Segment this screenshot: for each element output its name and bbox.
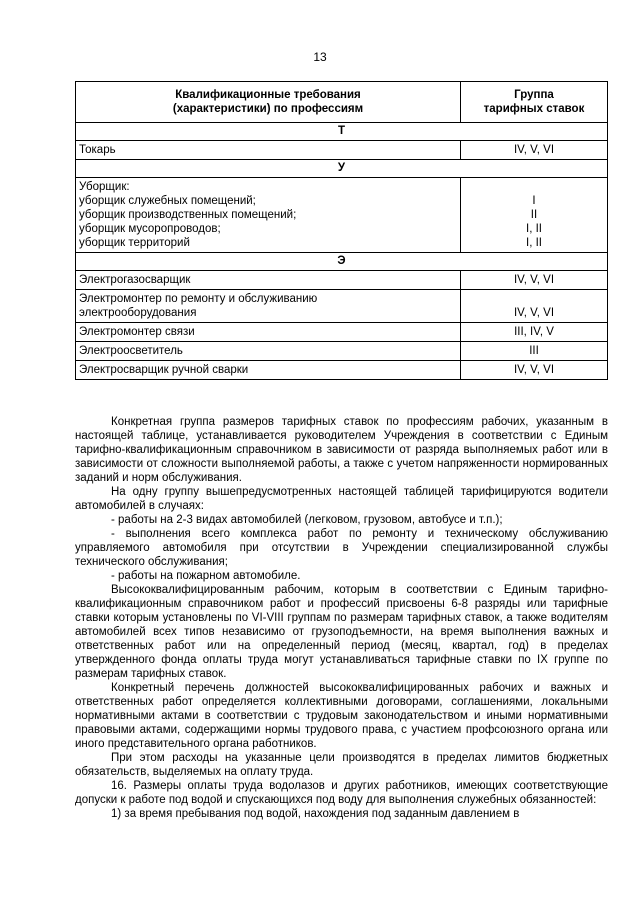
tariff-group: IV, V, VI [461, 141, 608, 160]
section-letter-row [76, 123, 608, 141]
table-row [76, 323, 608, 342]
profession-name: Электроосветитель [76, 342, 461, 361]
table-row [76, 271, 608, 290]
header-tariff-group: Группа тарифных ставок [461, 82, 608, 123]
section-letter: У [76, 160, 608, 178]
table-header-row [76, 82, 608, 123]
body-text [75, 415, 608, 821]
profession-name: Электромонтер по ремонту и обслуживанию электрооборудования [76, 290, 461, 323]
section-letter-row [76, 253, 608, 271]
paragraph: При этом расходы на указанные цели производятся в пределах лимитов бюджетных обязательств, выделяемых на оплату труда. [75, 752, 608, 778]
paragraph: На одну группу вышепредусмотренных настоящей таблицей тарифицируются водители автомобилей в случаях: [75, 486, 608, 512]
profession-name: Токарь [76, 141, 461, 160]
table-row [76, 178, 608, 253]
paragraph: - выполнения всего комплекса работ по ремонту и техническому обслуживанию управляемого автомобиля при отсутствии в Учреждении специализированной службы технического обслуживания; [75, 528, 608, 568]
tariff-group: IV, V, VI [461, 271, 608, 290]
table-row [76, 141, 608, 160]
paragraph: - работы на пожарном автомобиле. [111, 570, 301, 582]
paragraph: 16. Размеры оплаты труда водолазов и других работников, имеющих соответствующие допуски к работе под водой и спускающихся под воду для выполнения служебных обязанностей: [75, 780, 608, 806]
tariff-group: III, IV, V [461, 323, 608, 342]
paragraph: Высококвалифицированным рабочим, которым в соответствии с Единым тарифно-квалификационным справочником работ и профессий присвоены 6-8 разряды или тарифные ставки которым установлены по VI-VIII группам по размерам тарифных ставок, а также водителям автомобилей всех типов независимо от грузоподъемности, на время выполнения важных и ответственных работ или на определенный период (месяц, квартал, год) в пределах утвержденного фонда оплаты труда могут устанавливаться тарифные ставки по IX группе по размерам тарифных ставок. [75, 584, 608, 680]
table-row [76, 290, 608, 323]
paragraph: - работы на 2-3 видах автомобилей (легковом, грузовом, автобусе и т.п.); [111, 514, 503, 526]
section-letter-row [76, 160, 608, 178]
profession-name: Электросварщик ручной сварки [76, 361, 461, 380]
tariff-group: IV, V, VI [461, 361, 608, 380]
table-row [76, 361, 608, 380]
table-body [76, 82, 608, 380]
tariff-group: III [461, 342, 608, 361]
profession-name: Уборщик: уборщик служебных помещений; уборщик производственных помещений; уборщик мусоропроводов; уборщик территорий [76, 178, 461, 253]
table-row [76, 342, 608, 361]
profession-name: Электромонтер связи [76, 323, 461, 342]
paragraph: 1) за время пребывания под водой, нахождения под заданным давлением в [111, 808, 520, 820]
header-requirements: Квалификационные требования (характеристики) по профессиям [76, 82, 461, 123]
tariff-group: I II I, II I, II [461, 178, 608, 253]
page-number: 13 [313, 50, 327, 64]
tariff-group: IV, V, VI [461, 290, 608, 323]
profession-name: Электрогазосварщик [76, 271, 461, 290]
paragraph: Конкретный перечень должностей высококвалифицированных рабочих и важных и ответственных работ определяется коллективными договорами, соглашениями, локальными нормативными актами в соответствии с трудовым законодательством и иными нормативными правовыми актами, содержащими нормы трудового права, с участием профсоюзного органа или иного представительного органа работников. [75, 682, 608, 750]
paragraph: Конкретная группа размеров тарифных ставок по профессиям рабочих, указанным в настоящей таблице, устанавливается руководителем Учреждения в соответствии с Единым тарифно-квалификационным справочником в зависимости от разряда выполняемых работ или в зависимости от сложности выполняемой работы, а также с учетом напряженности нормированных заданий и норм обслуживания. [75, 416, 608, 484]
section-letter: Т [76, 123, 608, 141]
qualification-table [75, 81, 608, 380]
section-letter: Э [76, 253, 608, 271]
